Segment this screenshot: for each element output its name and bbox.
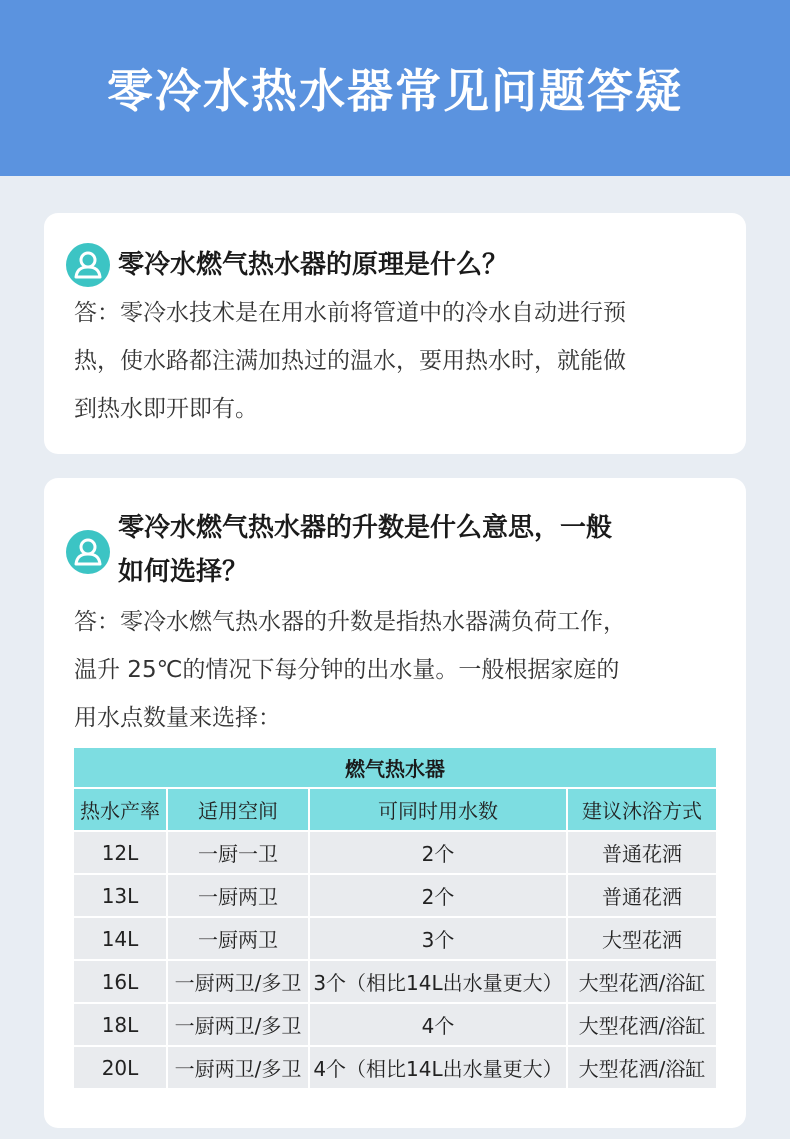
faq-question: 零冷水燃气热水器的原理是什么？ xyxy=(118,250,509,280)
answer-line: 到热水即开即有。 xyxy=(74,396,258,422)
table-row xyxy=(74,918,716,959)
table-caption: 燃气热水器 xyxy=(74,748,716,787)
answer-line: 答：零冷水技术是在用水前将管道中的冷水自动进行预 xyxy=(74,300,626,326)
table-cell: 18L xyxy=(74,1004,166,1045)
faq-card-1 xyxy=(44,213,746,454)
page-header xyxy=(0,0,790,176)
table-cell: 大型花洒/浴缸 xyxy=(568,961,716,1002)
faq-answer xyxy=(74,289,724,433)
table-cell: 16L xyxy=(74,961,166,1002)
user-avatar-icon xyxy=(66,243,110,287)
table-cell: 12L xyxy=(74,832,166,873)
table-cell: 一厨两卫/多卫 xyxy=(168,1004,308,1045)
table-row xyxy=(74,832,716,873)
table-cell: 普通花洒 xyxy=(568,875,716,916)
table-row xyxy=(74,961,716,1002)
table-cell: 2个 xyxy=(310,875,566,916)
user-avatar-icon xyxy=(66,530,110,574)
table-cell: 一厨两卫 xyxy=(168,918,308,959)
table-cell: 大型花洒/浴缸 xyxy=(568,1004,716,1045)
faq-question xyxy=(118,506,612,594)
table-caption-row xyxy=(74,748,716,787)
question-line: 零冷水燃气热水器的升数是什么意思，一般 xyxy=(118,513,613,543)
table-cell: 4个 xyxy=(310,1004,566,1045)
table-cell: 13L xyxy=(74,875,166,916)
question-line: 如何选择？ xyxy=(118,557,249,587)
table-cell: 2个 xyxy=(310,832,566,873)
column-header: 热水产率 xyxy=(74,789,166,830)
table-row xyxy=(74,875,716,916)
answer-line: 用水点数量来选择： xyxy=(74,705,281,731)
column-header: 建议沐浴方式 xyxy=(568,789,716,830)
column-header: 适用空间 xyxy=(168,789,308,830)
table-row xyxy=(74,1047,716,1088)
column-header: 可同时用水数 xyxy=(310,789,566,830)
table-cell: 大型花洒 xyxy=(568,918,716,959)
table-cell: 一厨两卫/多卫 xyxy=(168,961,308,1002)
faq-answer xyxy=(74,598,724,742)
table-cell: 3个 xyxy=(310,918,566,959)
table-header-row xyxy=(74,789,716,830)
table-cell: 大型花洒/浴缸 xyxy=(568,1047,716,1088)
table-cell: 14L xyxy=(74,918,166,959)
answer-line: 热，使水路都注满加热过的温水，要用热水时，就能做 xyxy=(74,348,626,374)
faq-card-2 xyxy=(44,478,746,1128)
table-row xyxy=(74,1004,716,1045)
table-cell: 20L xyxy=(74,1047,166,1088)
table-cell: 一厨两卫/多卫 xyxy=(168,1047,308,1088)
water-heater-table xyxy=(72,746,718,1090)
page-title: 零冷水热水器常见问题答疑 xyxy=(107,64,683,118)
table-cell: 4个（相比14L出水量更大） xyxy=(310,1047,566,1088)
table-cell: 一厨两卫 xyxy=(168,875,308,916)
answer-line: 答：零冷水燃气热水器的升数是指热水器满负荷工作， xyxy=(74,609,626,635)
table-cell: 3个（相比14L出水量更大） xyxy=(310,961,566,1002)
table-cell: 普通花洒 xyxy=(568,832,716,873)
table-cell: 一厨一卫 xyxy=(168,832,308,873)
answer-line: 温升 25℃的情况下每分钟的出水量。一般根据家庭的 xyxy=(74,657,620,683)
